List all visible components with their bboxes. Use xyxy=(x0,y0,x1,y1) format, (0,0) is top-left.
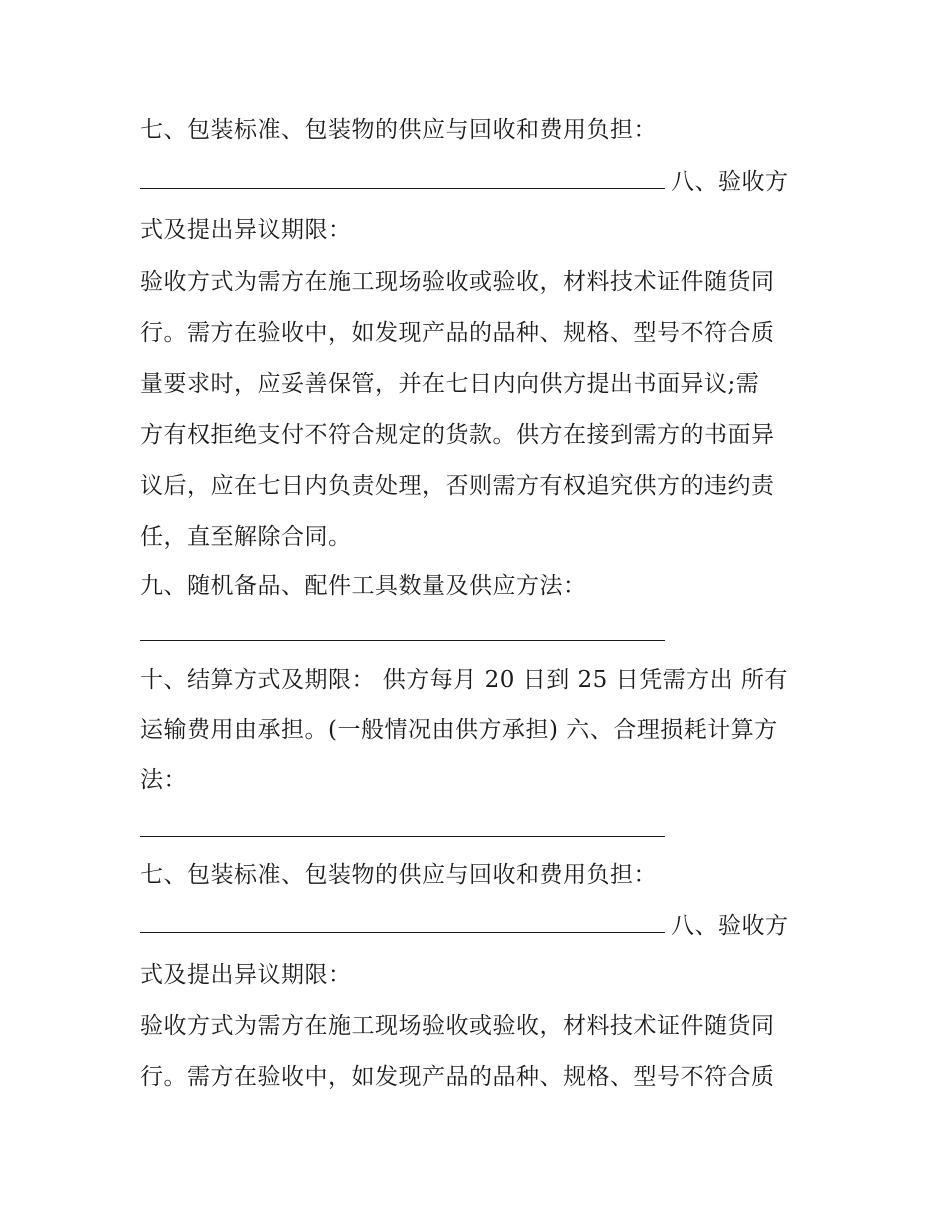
clause-7-heading: 七、包装标准、包装物的供应与回收和费用负担： xyxy=(140,117,657,143)
clause-7-heading-repeat: 七、包装标准、包装物的供应与回收和费用负担： xyxy=(140,862,657,888)
blank-line-container xyxy=(140,612,820,652)
paragraph-line: 方有权拒绝支付不符合规定的货款。供方在接到需方的书面异 xyxy=(140,422,775,448)
paragraph-line: 行。需方在验收中，如发现产品的品种、规格、型号不符合质 xyxy=(140,1064,775,1090)
clause-8-heading-text: 八、验收方 xyxy=(671,169,789,195)
paragraph-line: 行。需方在验收中，如发现产品的品种、规格、型号不符合质 xyxy=(140,320,775,346)
clause-10-heading: 十、结算方式及期限： 供方每月 20 日到 25 日凭需方出 所有 xyxy=(140,667,788,693)
paragraph-line: 验收方式为需方在施工现场验收或验收，材料技术证件随货同 xyxy=(140,1013,775,1039)
blank-fill-line xyxy=(140,187,665,189)
paragraph-line: 运输费用由承担。(一般情况由供方承担) 六、合理损耗计算方 xyxy=(140,717,778,743)
blank-fill-line xyxy=(140,835,665,837)
clause-9-heading: 九、随机备品、配件工具数量及供应方法： xyxy=(140,573,587,599)
paragraph-line: 任，直至解除合同。 xyxy=(140,524,352,550)
clause-8-heading-start xyxy=(140,162,820,202)
paragraph-line: 验收方式为需方在施工现场验收或验收，材料技术证件随货同 xyxy=(140,269,775,295)
clause-8-heading-text: 八、验收方 xyxy=(671,913,789,939)
blank-fill-line xyxy=(140,931,665,933)
blank-fill-line xyxy=(140,639,665,641)
paragraph-line: 量要求时，应妥善保管，并在七日内向供方提出书面异议;需 xyxy=(140,371,760,397)
blank-line-container xyxy=(140,808,820,848)
paragraph-line: 议后，应在七日内负责处理，否则需方有权追究供方的违约责 xyxy=(140,473,775,499)
clause-8-heading-end-repeat: 式及提出异议期限： xyxy=(140,962,352,988)
clause-8-heading-start-repeat xyxy=(140,906,820,946)
clause-8-heading-end: 式及提出异议期限： xyxy=(140,217,352,243)
paragraph-line: 法： xyxy=(140,767,187,793)
